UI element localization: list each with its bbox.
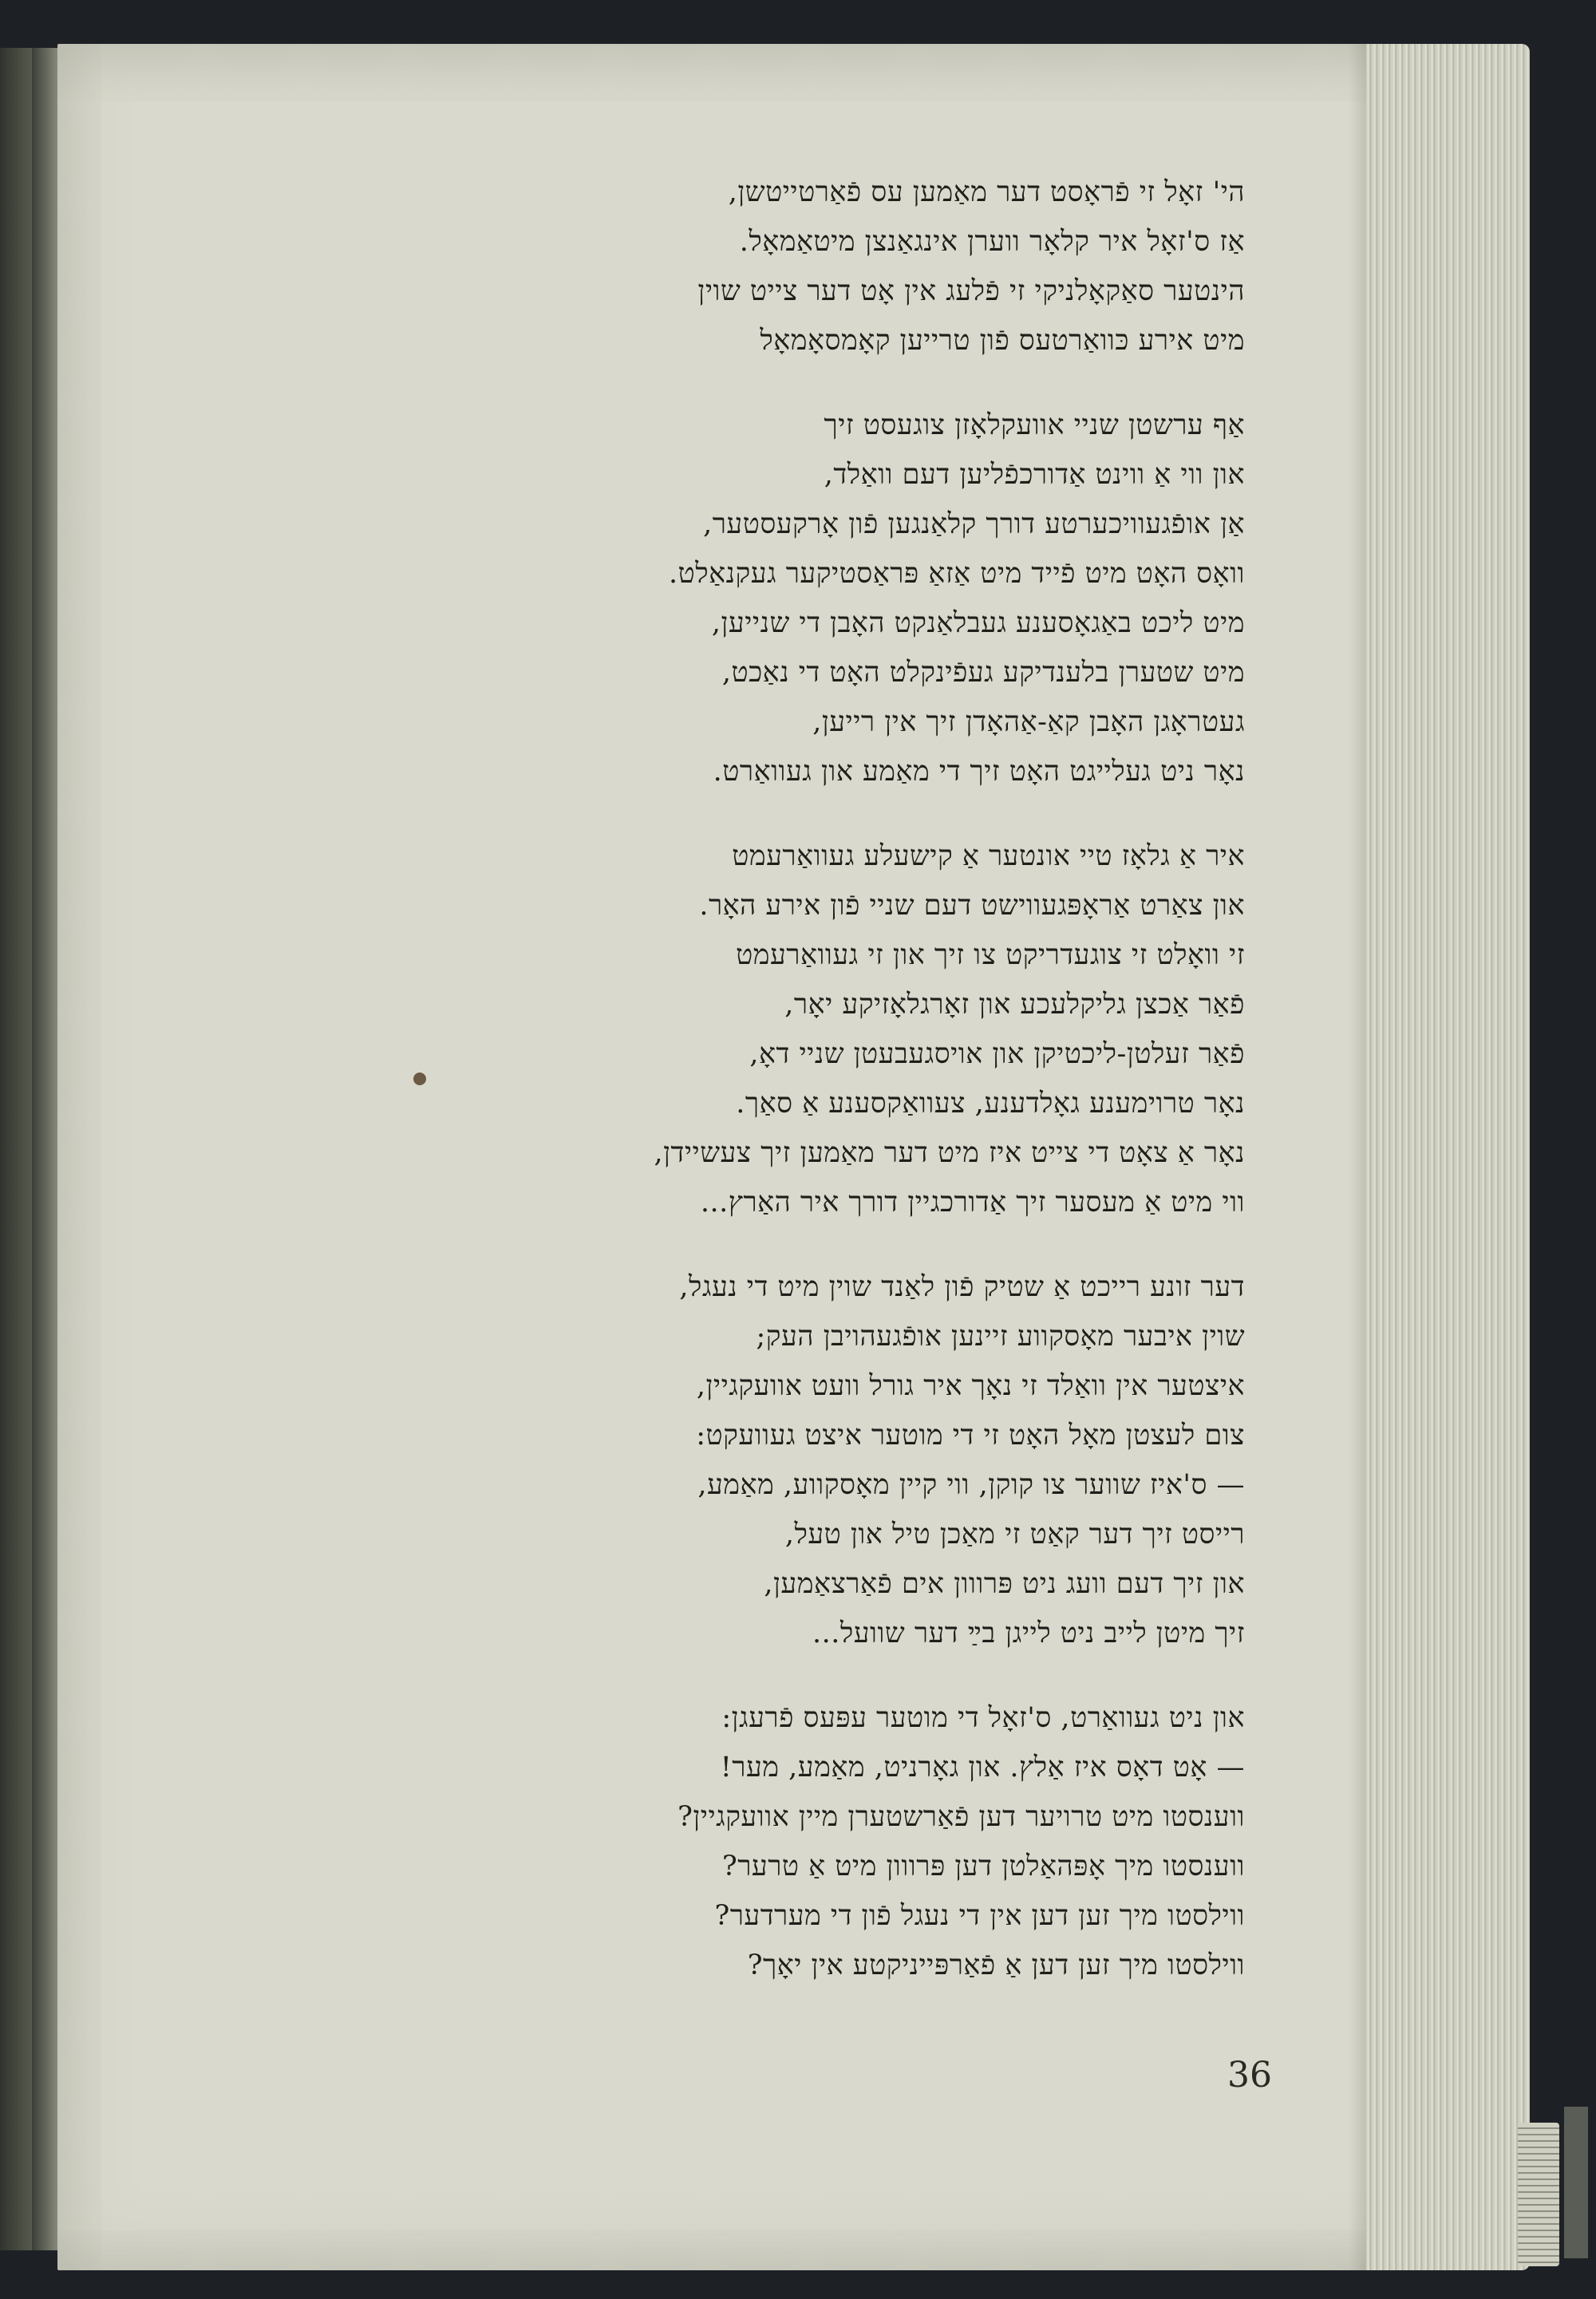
poem-line: געטראָגן האָבן קאַ-אַהאָדן זיך אין רייען, <box>812 706 1245 738</box>
book-spine-shadow <box>32 48 57 2250</box>
corner-shadow <box>1564 2107 1588 2258</box>
poem-line: ווילסטו מיך זען דען אין די נעגל פֿון די מערדער? <box>714 1900 1245 1932</box>
poem-line: ווילסטו מיך זען דען אַ פֿאַרפּייניקטע אין יאָך? <box>747 1949 1245 1981</box>
poem-line: רייסט זיך דער קאַט זי מאַכן טיל און טעל, <box>784 1519 1245 1550</box>
poem-line: שוין איבער מאָסקווע זיינען אופֿגעהויבן העק; <box>756 1321 1245 1353</box>
poem-line: פֿאַר זעלטן-ליכטיקן און אויסגעבעטן שניי דאָ, <box>749 1038 1245 1070</box>
poem-line: איצטער אין וואַלד זי נאָך איר גורל וועט אוועקגיין, <box>696 1370 1245 1402</box>
poem-line: און ניט געוואַרט, ס'זאָל די מוטער עפּעס פֿרעגן: <box>721 1702 1245 1734</box>
poem-line: און ווי אַ ווינט אַדורכפֿליען דעם וואַלד, <box>824 459 1245 491</box>
poem-line: — אָט דאָס איז אַלץ. און גאָרניט, מאַמע, מער! <box>720 1752 1245 1784</box>
poem-line: איר אַ גלאָז טיי אונטער אַ קישעלע געוואַרעמט <box>732 840 1245 872</box>
poem-line: נאָר טרוימענע גאָלדענע, צעוואַקסענע אַ סאַך. <box>736 1088 1245 1120</box>
stanza-4 <box>303 1262 1245 1658</box>
poem-line: צום לעצטן מאָל האָט זי די מוטער איצט געוועקט: <box>696 1420 1245 1452</box>
poem-line: זי וואָלט זי צוגעדריקט צו זיך און זי געוואַרעמט <box>736 939 1245 971</box>
poem-line: מיט שטערן בלענדיקע געפֿינקלט האָט די נאַכט, <box>721 657 1245 689</box>
page-tabs <box>1518 2123 1559 2266</box>
stanza-5 <box>303 1693 1245 1990</box>
poem-line: הינטער סאַקאָלניקי זי פֿלעג אין אָט דער צייט שוין <box>697 275 1245 307</box>
page-number: 36 <box>1227 2055 1272 2096</box>
poem-line: אַז ס'זאָל איר קלאָר ווערן אינגאַנצן מיטאַמאָל. <box>739 226 1245 258</box>
poem-line: און זיך דעם וועג ניט פּרווון אים פֿאַרצאַמען, <box>764 1568 1245 1600</box>
poem-line: זיך מיטן לייב ניט לייגן בײַ דער שוועל... <box>812 1618 1245 1649</box>
poem-line: וואָס האָט מיט פֿייד מיט אַזאַ פּראַסטיקער געקנאַלט. <box>669 558 1245 590</box>
stanza-3 <box>303 832 1245 1227</box>
poem-line: נאָר אַ צאָט די צייט איז מיט דער מאַמען זיך צעשיידן, <box>654 1137 1245 1169</box>
page-stack-edge <box>1366 44 1530 2270</box>
poem-line: אַן אופֿגעוויכערטע דורך קלאַנגען פֿון אָרקעסטער, <box>703 508 1245 540</box>
poem-text <box>303 168 1245 2025</box>
poem-line: מיט ליכט באַגאָסענע געבלאַנקט האָבן די שנייען, <box>711 607 1245 639</box>
poem-line: — ס'איז שווער צו קוקן, ווי קיין מאָסקווע, מאַמע, <box>697 1469 1245 1501</box>
poem-line: אַף ערשטן שניי אוועקלאָזן צוגעסט זיך <box>824 409 1245 441</box>
poem-line: הי' זאָל זי פֿראָסט דער מאַמען עס פֿאַרטייטשן, <box>728 176 1245 208</box>
poem-line: ווענסטו מיט טרויער דען פֿאַרשטערן מיין אוועקגיין? <box>678 1801 1245 1833</box>
stanza-1 <box>303 168 1245 365</box>
stanza-2 <box>303 401 1245 796</box>
poem-line: ווי מיט אַ מעסער זיך אַדורכגיין דורך איר האַרץ... <box>700 1187 1245 1219</box>
poem-line: מיט אירע כּוואַרטעס פֿון טרייען קאָמסאָמאָל <box>760 325 1245 357</box>
poem-line: ווענסטו מיך אָפּהאַלטן דען פּרווון מיט אַ טרער? <box>721 1851 1245 1882</box>
poem-line: פֿאַר אַכצן גליקלעכע און זאָרגלאָזיקע יאָר, <box>784 989 1245 1021</box>
poem-line: און צאַרט אַראָפּגעווישט דעם שניי פֿון אירע האָר. <box>699 890 1245 922</box>
poem-line: נאָר ניט געלייגט האָט זיך די מאַמע און געוואַרט. <box>713 756 1245 788</box>
poem-line: דער זונע רייכט אַ שטיק פֿון לאַנד שוין מיט די נעגל, <box>679 1271 1245 1303</box>
